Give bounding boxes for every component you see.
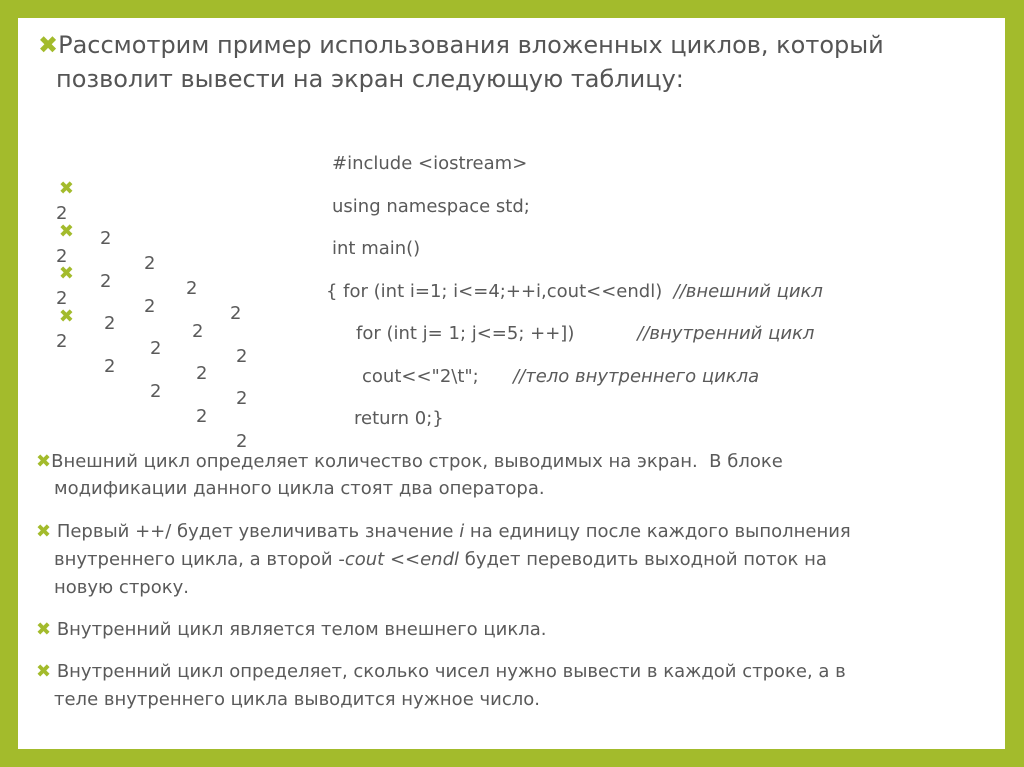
bullet-icon: ✖: [58, 178, 74, 199]
bullet-icon: ✖: [36, 521, 52, 542]
code-line-cout: cout<<"2\t"; //тело внутреннего цикла: [362, 366, 760, 387]
table-row: ✖ 2 2 2 2 2: [56, 263, 248, 409]
code-comment: //внутренний цикл: [637, 323, 815, 344]
code-line-inner-loop: for (int j= 1; j<=5; ++]) //внутренний цикл: [356, 323, 815, 344]
code-line-using: using namespace std;: [332, 196, 530, 217]
bullet-icon: ✖: [36, 451, 52, 472]
code-line-main: int main(): [332, 238, 421, 259]
paragraph-first-operator: ✖ Первый ++/ будет увеличивать значение i на единицу после каждого выполнения: [36, 521, 851, 542]
table-row: ✖ 2 2 2 2 2: [56, 178, 242, 324]
code-comment: //тело внутреннего цикла: [513, 366, 760, 387]
paragraph-first-operator-end: новую строку.: [54, 577, 189, 598]
bullet-icon: ✖: [58, 306, 74, 327]
title-line-2: позволит вывести на экран следующую таблицу:: [56, 65, 684, 93]
paragraph-inner-count: ✖ Внутренний цикл определяет, сколько чисел нужно вывести в каждой строке, а в: [36, 661, 846, 682]
paragraph-first-operator-cont: внутреннего цикла, а второй -cout <<endl будет переводить выходной поток на: [54, 549, 827, 570]
code-line-include: #include <iostream>: [332, 153, 528, 174]
bullet-icon: ✖: [58, 221, 74, 242]
paragraph-outer-loop: ✖Внешний цикл определяет количество строк, выводимых на экран. В блоке: [36, 451, 783, 472]
code-line-return: return 0;}: [354, 408, 444, 429]
bullet-icon: ✖: [38, 31, 59, 59]
paragraph-inner-body: ✖ Внутренний цикл является телом внешнего цикла.: [36, 619, 547, 640]
bullet-icon: ✖: [58, 263, 74, 284]
paragraph-outer-loop-cont: модификации данного цикла стоят два оператора.: [54, 478, 545, 499]
table-row: ✖ 2 2 2 2 2: [56, 221, 248, 367]
code-comment: //внешний цикл: [673, 281, 823, 302]
bullet-icon: ✖: [36, 661, 52, 682]
title-line-1: ✖Рассмотрим пример использования вложенных циклов, который: [38, 31, 884, 59]
slide: [18, 18, 1005, 749]
bullet-icon: ✖: [36, 619, 52, 640]
table-row: ✖ 2 2 2 2 2: [56, 306, 248, 452]
paragraph-inner-count-cont: теле внутреннего цикла выводится нужное число.: [54, 689, 540, 710]
code-line-outer-loop: { for (int i=1; i<=4;++i,cout<<endl) //внешний цикл: [326, 281, 823, 302]
